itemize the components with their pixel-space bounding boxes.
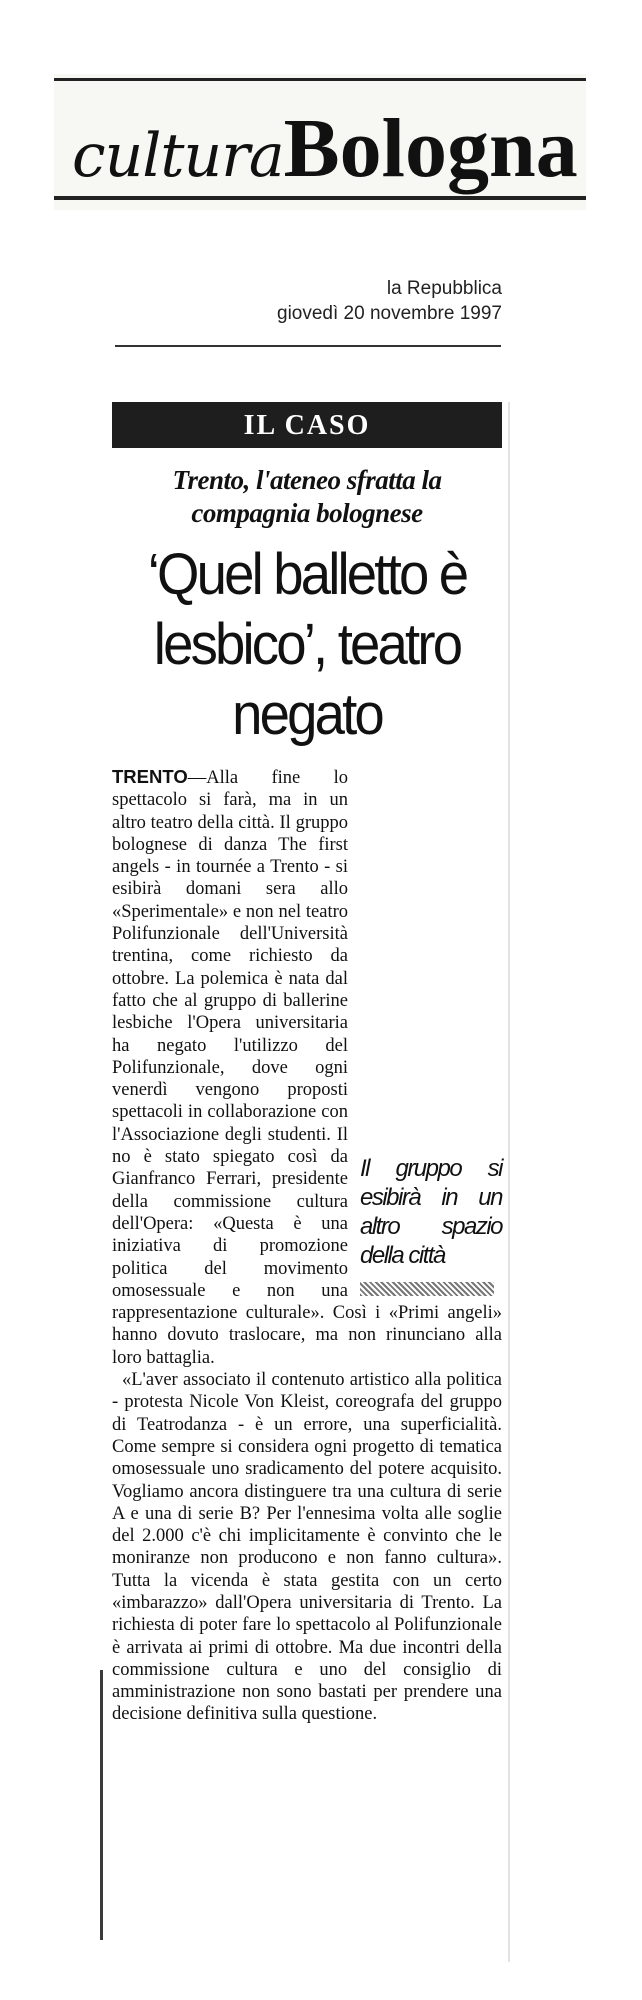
kicker-label: IL CASO (112, 402, 502, 448)
source-block (277, 276, 502, 326)
article-deck: Trento, l'ateneo sfratta la compagnia bolognese (172, 465, 442, 528)
paragraph-2: «L'aver associato il contenuto artistico alla politica - protesta Nicole Von Kleist, coreografa del gruppo di Teatrodanza - è un errore, una superficialità. Come sempre si considera ogni progetto di tematica omosessuale uno sradicamento del potere acquisito. Vogliamo ancora distinguere tra una cultura di serie A e una di serie B? Per l'ennesima volta alle soglie del 2.000 c'è chi implicitamente è convinto che le moniranze non producono e non fanno cultura». Tutta la vicenda è stata gestita con un certo «imbarazzo» dall'Opera universitaria di Trento. La richiesta di poter fare lo spettacolo al Polifunzionale è arrivata ai primi di ottobre. Ma due incontri della commissione cultura e uno del consiglio di amministrazione non sono bastati per prendere una decisione definitiva sulla questione. (112, 1370, 502, 1725)
article-body (112, 766, 502, 1726)
pull-quote (360, 1154, 502, 1296)
date-divider (115, 345, 501, 347)
section-title-city: Bologna (283, 102, 578, 195)
article-column (112, 402, 502, 1726)
masthead (54, 74, 586, 210)
section-title-prefix: cultura (72, 121, 284, 191)
pull-quote-text: Il gruppo si esibirà in un altro spazio della città (360, 1155, 502, 1269)
pull-quote-hatch (360, 1282, 494, 1296)
section-title (72, 100, 578, 197)
margin-mark (100, 1670, 103, 1940)
masthead-bottom-rule (54, 196, 586, 200)
masthead-top-rule (54, 78, 586, 81)
paragraph-1-text: —Alla fine lo spettacolo si farà, ma in un altro teatro della città. Il gruppo bolognese di danza The first angels - in tournée a Trento - si esibirà domani sera allo «Sperimentale» e non nel teatro Polifunzionale dell'Università trentina, come richiesto da ottobre. La polemica è nata dal fatto che al gruppo di ballerine lesbiche l'Opera universitaria ha negato l'utilizzo del Polifunzionale, dove ogni venerdì vengono proposti spettacoli in collaborazione con l'Associazione degli studenti. Il no è stato spiegato così da Gianfranco Ferrari, presidente della commissione cultura dell'Opera: «Questa è una iniziativa di promozione politica del movimento omosessuale e non una rappresentazione culturale». Così i «Primi angeli» hanno dovuto traslocare, ma non rinunciano alla loro battaglia. (112, 768, 502, 1368)
dateline: TRENTO (112, 766, 188, 787)
article-headline: ‘Quel balletto è lesbico’, teatro negato (147, 542, 467, 747)
column-edge (508, 402, 510, 1962)
publication-date: giovedì 20 novembre 1997 (277, 303, 502, 324)
newspaper-name: la Repubblica (386, 278, 502, 299)
